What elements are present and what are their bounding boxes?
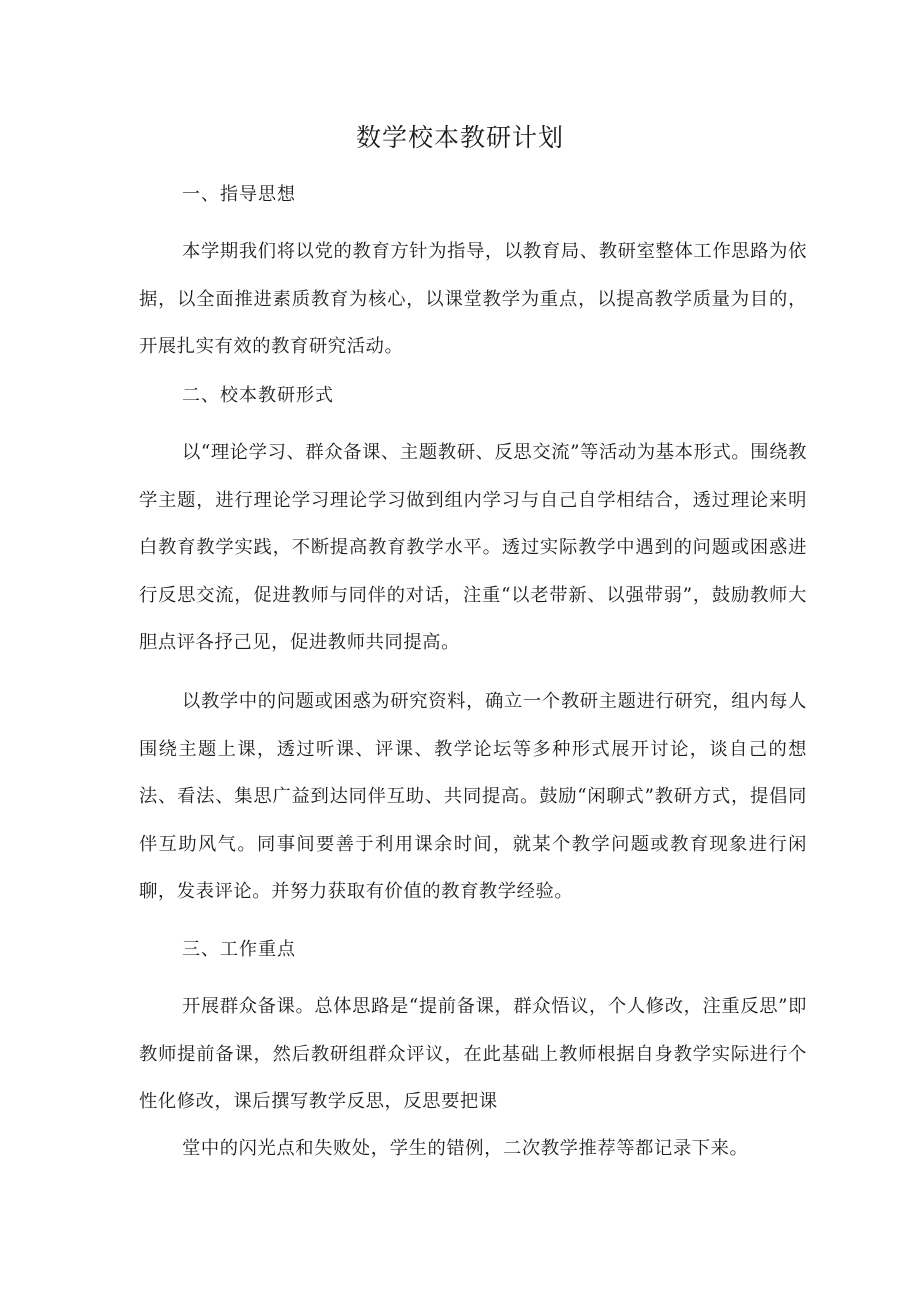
paragraph-research-form-2: 以教学中的问题或困惑为研究资料，确立一个教研主题进行研究，组内每人围绕主题上课，透过听课、评课、教学论坛等多种形式展开讨论，谈自己的想法、看法、集思广益到达同伴互助、共同提高。鼓励“闲聊式”教研方式，提倡同伴互助风气。同事间要善于利用课余时间，就某个教学问题或教育现象进行闲聊，发表评论。并努力获取有价值的教育教学经验。	[139, 691, 807, 903]
paragraph-work-focus-1: 开展群众备课。总体思路是“提前备课，群众悟议，个人修改，注重反思”即教师提前备课，然后教研组群众评议，在此基础上教师根据自身教学实际进行个性化修改，课后撰写教学反思，反思要把课	[139, 996, 807, 1113]
document-title: 数学校本教研计划	[355, 123, 564, 152]
section-heading-research-form: 二、校本教研形式	[182, 385, 334, 406]
paragraph-research-form-1: 以“理论学习、群众备课、主题教研、反思交流”等活动为基本形式。围绕教学主题，进行理论学习理论学习做到组内学习与自己自学相结合，透过理论来明白教育教学实践，不断提高教育教学水平。透过实际教学中遇到的问题或困惑进行反思交流，促进教师与同伴的对话，注重“以老带新、以强带弱”，鼓励教师大胆点评各抒己见，促进教师共同提高。	[139, 442, 807, 654]
paragraph-guiding-ideology: 本学期我们将以党的教育方针为指导，以教育局、教研室整体工作思路为依据，以全面推进素质教育为核心，以课堂教学为重点，以提高教学质量为目的，开展扎实有效的教育研究活动。	[139, 241, 807, 358]
section-heading-guiding-ideology: 一、指导思想	[182, 184, 296, 205]
section-heading-work-focus: 三、工作重点	[182, 939, 296, 960]
paragraph-work-focus-2: 堂中的闪光点和失败处，学生的错例，二次教学推荐等都记录下来。	[182, 1138, 749, 1159]
